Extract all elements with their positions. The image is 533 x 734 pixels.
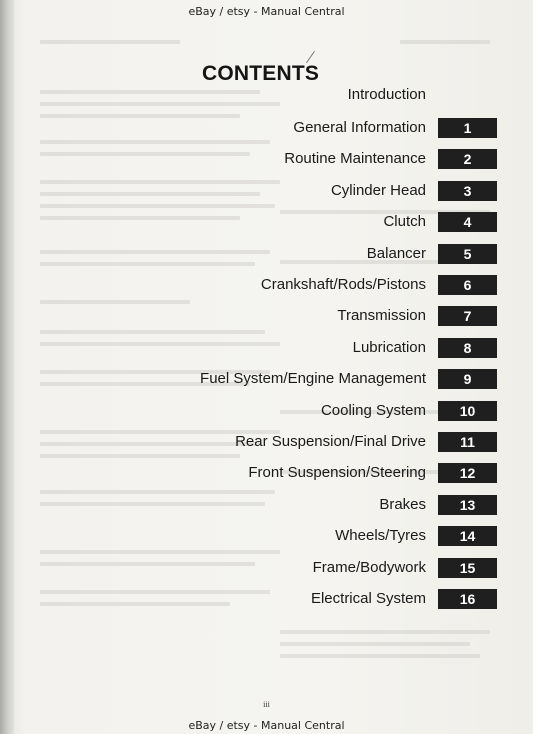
toc-item[interactable] (0, 244, 533, 265)
chapter-number: 6 (463, 277, 472, 293)
toc-item[interactable] (0, 526, 533, 547)
toc-item-label: Cylinder Head (330, 182, 426, 199)
toc-item-label: Rear Suspension/Final Drive (235, 433, 426, 450)
chapter-number: 10 (459, 403, 476, 419)
chapter-number: 16 (459, 591, 476, 607)
chapter-number: 7 (463, 308, 472, 324)
toc-item[interactable] (0, 181, 533, 202)
chapter-number: 9 (463, 371, 472, 387)
watermark-bottom: eBay / etsy - Manual Central (188, 719, 345, 732)
toc-item-label: Wheels/Tyres (335, 527, 426, 544)
toc-item[interactable] (0, 495, 533, 516)
toc-item-label: Crankshaft/Rods/Pistons (260, 276, 426, 293)
toc-item-label: Fuel System/Engine Management (200, 370, 426, 387)
chapter-number: 13 (459, 497, 476, 513)
toc-item-introduction[interactable]: Introduction (347, 86, 426, 103)
toc-item-label: Routine Maintenance (284, 150, 426, 167)
toc-item[interactable] (0, 306, 533, 327)
toc-item-label: Frame/Bodywork (312, 559, 426, 576)
chapter-number: 2 (463, 151, 472, 167)
chapter-number: 3 (463, 183, 472, 199)
toc-item-label: Brakes (379, 496, 426, 513)
toc-item[interactable] (0, 463, 533, 484)
toc-item[interactable] (0, 401, 533, 422)
toc-item[interactable] (0, 432, 533, 453)
toc-item[interactable] (0, 275, 533, 296)
page-number: iii (263, 700, 270, 709)
toc-item[interactable] (0, 589, 533, 610)
toc-item-label: Electrical System (310, 590, 426, 607)
toc-item[interactable] (0, 118, 533, 139)
toc-item-label: General Information (293, 119, 426, 136)
page-title: CONTENTS (202, 62, 320, 85)
chapter-number: 5 (463, 246, 472, 262)
toc-item-label: Front Suspension/Steering (248, 464, 426, 481)
chapter-number: 12 (459, 465, 476, 481)
toc-item[interactable] (0, 212, 533, 233)
watermark-top: eBay / etsy - Manual Central (188, 5, 345, 18)
toc-item[interactable] (0, 338, 533, 359)
chapter-number: 15 (459, 560, 476, 576)
toc-item[interactable] (0, 149, 533, 170)
toc-item-label: Transmission (337, 307, 426, 324)
chapter-number: 14 (459, 528, 476, 544)
toc-item-label: Clutch (383, 213, 426, 230)
toc-item-label: Cooling System (320, 402, 426, 419)
chapter-number: 11 (460, 434, 475, 450)
chapter-number: 8 (463, 340, 472, 356)
toc-item-label: Balancer (366, 245, 426, 262)
page-spine-shadow (0, 0, 14, 734)
toc-item-label: Lubrication (352, 339, 426, 356)
chapter-number: 4 (463, 214, 472, 230)
toc-item[interactable] (0, 558, 533, 579)
toc-item[interactable] (0, 369, 533, 390)
chapter-number: 1 (463, 120, 472, 136)
